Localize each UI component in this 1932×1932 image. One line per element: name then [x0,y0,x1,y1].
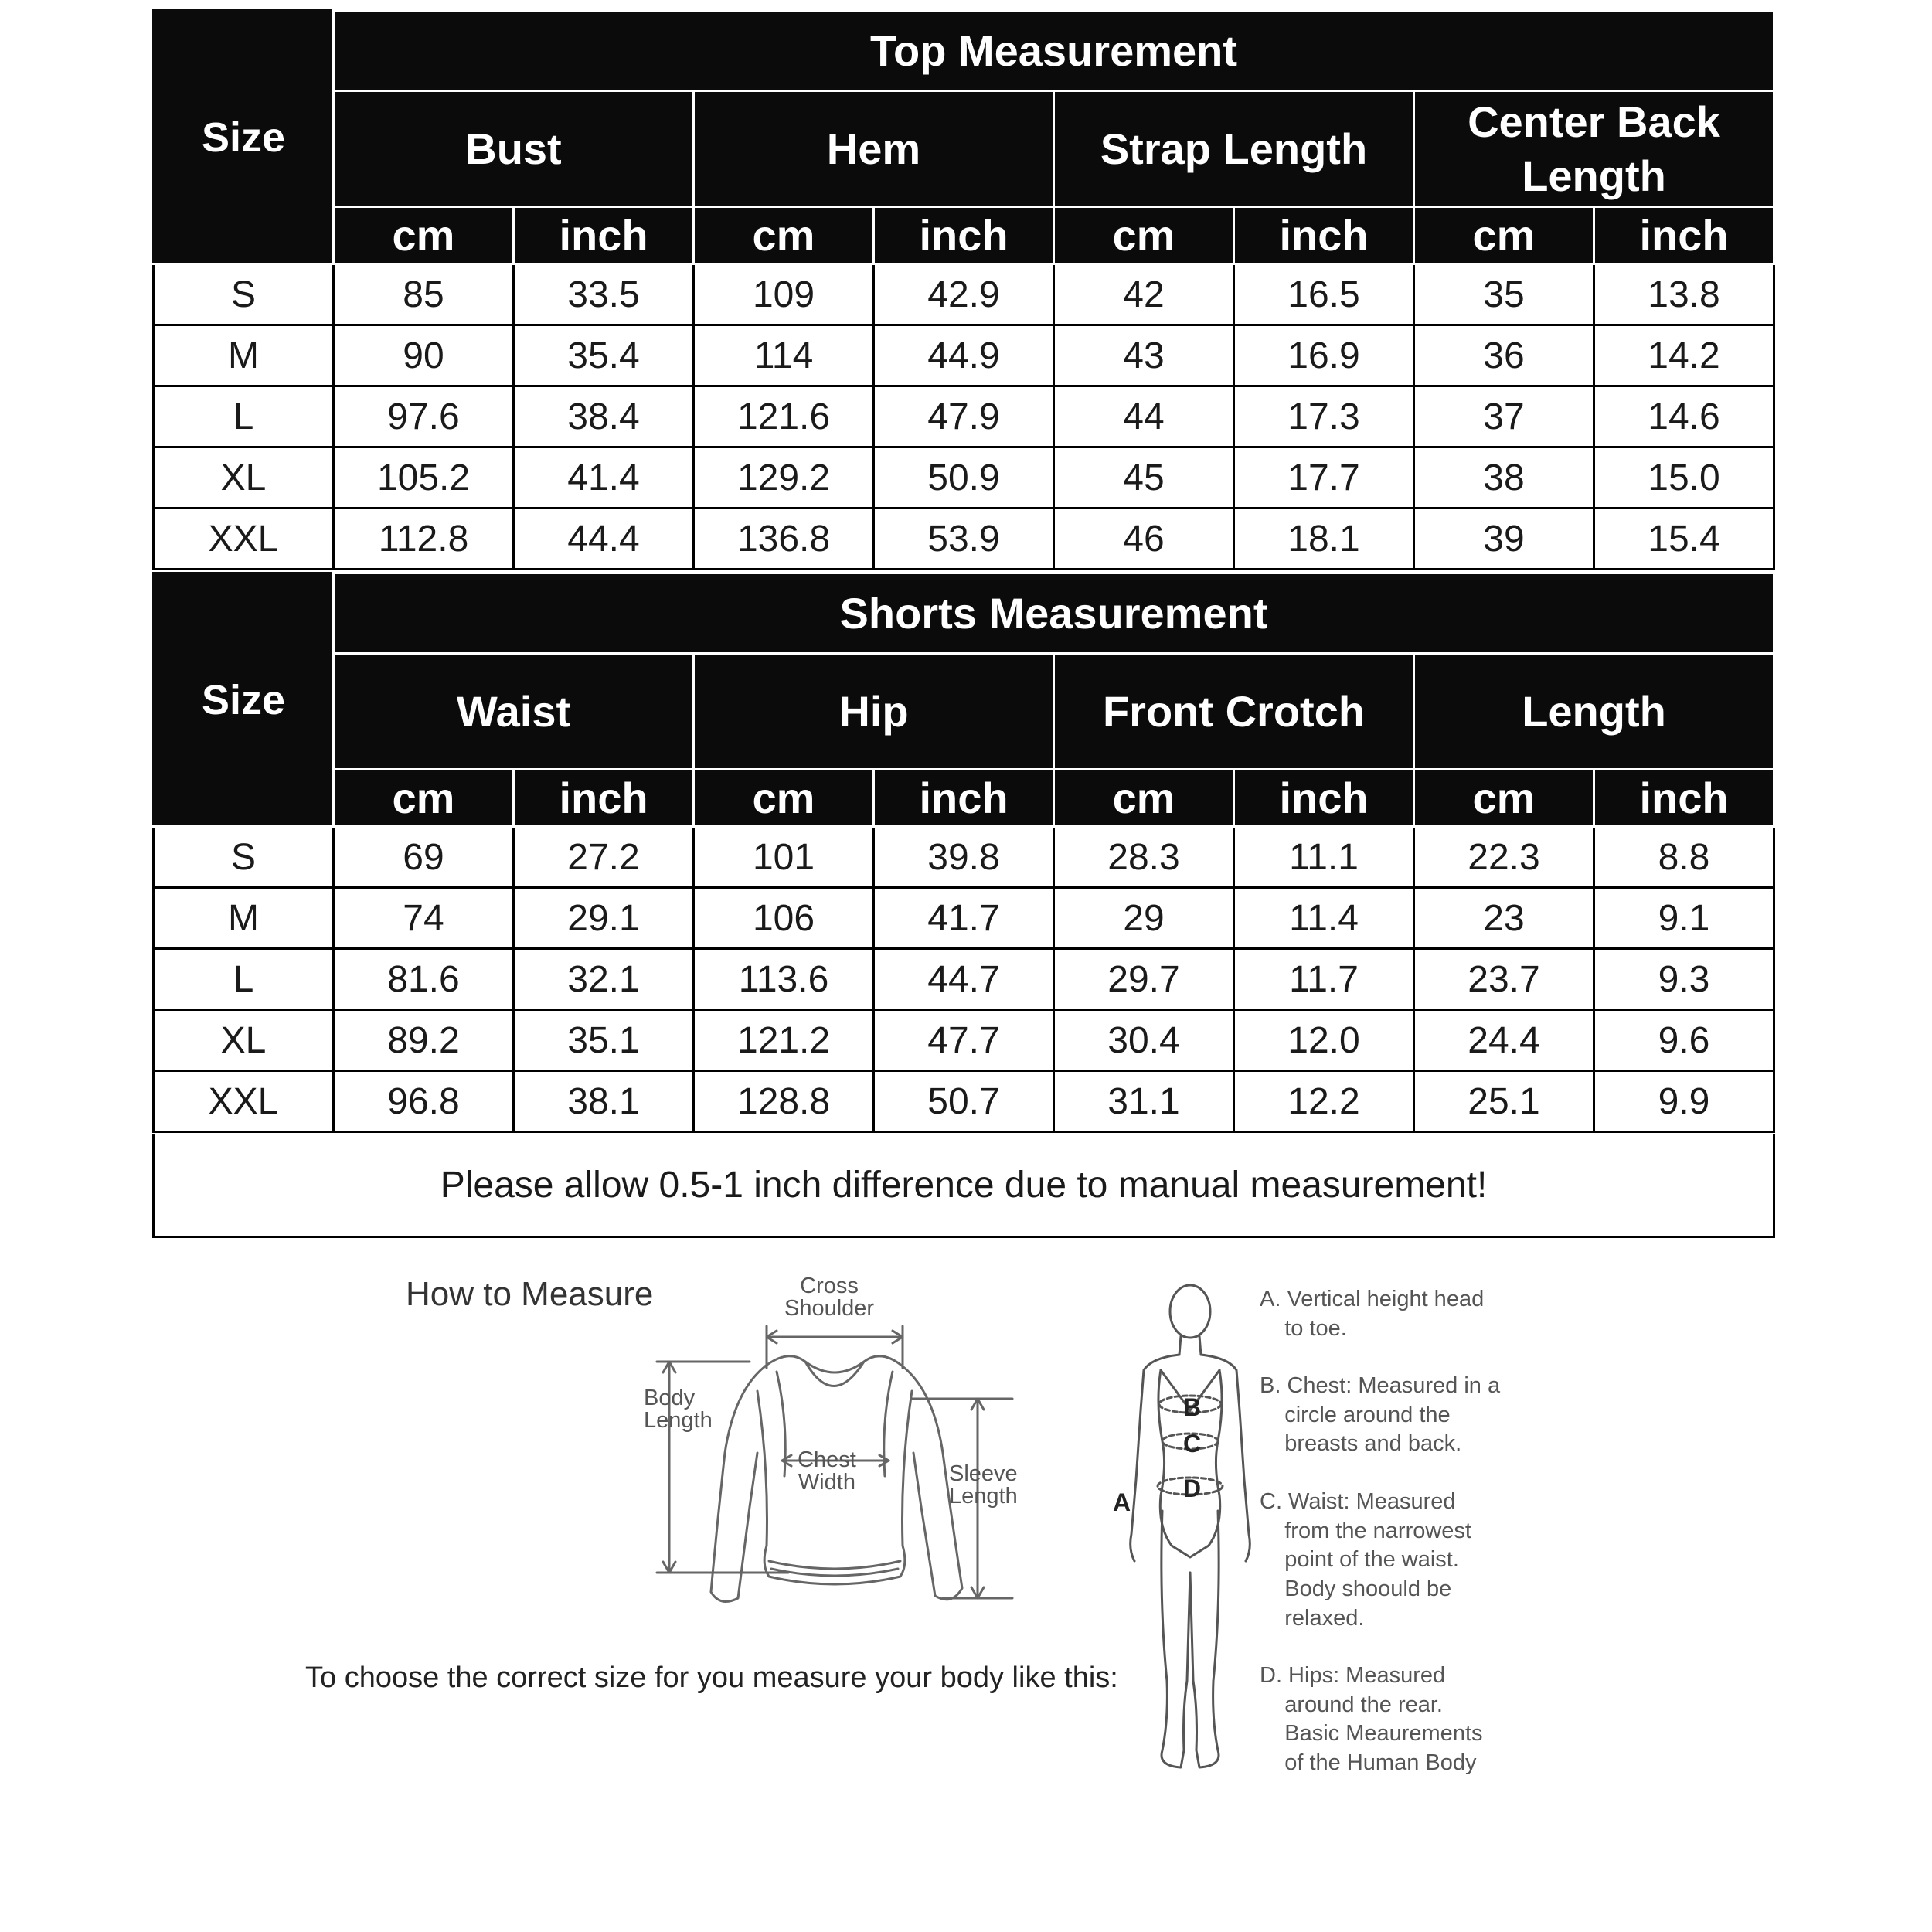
value-cell: 129.2 [694,447,874,509]
table-row [154,447,1774,509]
value-cell: 31.1 [1054,1071,1234,1132]
value-cell: 41.4 [514,447,694,509]
size-cell: S [154,827,334,888]
unit-header: inch [514,770,694,827]
value-cell: 44 [1054,386,1234,447]
value-cell: 69 [334,827,514,888]
unit-header: inch [1234,770,1414,827]
human-body-diagram [1113,1279,1283,1789]
value-cell: 27.2 [514,827,694,888]
value-cell: 74 [334,888,514,949]
value-cell: 45 [1054,447,1234,509]
value-cell: 47.9 [874,386,1054,447]
value-cell: 44.7 [874,949,1054,1010]
value-cell: 11.1 [1234,827,1414,888]
value-cell: 18.1 [1234,509,1414,570]
value-cell: 42 [1054,264,1234,325]
value-cell: 44.9 [874,325,1054,386]
value-cell: 30.4 [1054,1010,1234,1071]
value-cell: 9.3 [1594,949,1774,1010]
value-cell: 15.4 [1594,509,1774,570]
value-cell: 16.9 [1234,325,1414,386]
size-cell: XL [154,1010,334,1071]
sleeve-length-label: Sleeve Length [949,1461,1018,1509]
unit-header: cm [334,770,514,827]
size-cell: M [154,888,334,949]
measurement-note: Please allow 0.5-1 inch difference due to manual measurement! [152,1134,1775,1238]
marker-c: C [1183,1430,1202,1458]
unit-header: cm [1414,207,1594,264]
size-header: Size [154,573,334,827]
value-cell: 29 [1054,888,1234,949]
value-cell: 39.8 [874,827,1054,888]
value-cell: 90 [334,325,514,386]
size-cell: XL [154,447,334,509]
value-cell: 39 [1414,509,1594,570]
shorts-measurement-table [152,572,1775,1133]
unit-row [154,770,1774,827]
value-cell: 47.7 [874,1010,1054,1071]
table-row [154,1010,1774,1071]
marker-b: B [1183,1393,1202,1421]
value-cell: 42.9 [874,264,1054,325]
size-cell: XXL [154,509,334,570]
unit-row [154,207,1774,264]
group-header-strap-length: Strap Length [1054,91,1414,207]
unit-header: inch [874,770,1054,827]
value-cell: 25.1 [1414,1071,1594,1132]
chest-width-label: Chest Width [798,1447,856,1495]
value-cell: 113.6 [694,949,874,1010]
value-cell: 35.4 [514,325,694,386]
value-cell: 9.9 [1594,1071,1774,1132]
garment-measure-diagram [634,1275,1175,1662]
value-cell: 23 [1414,888,1594,949]
value-cell: 12.0 [1234,1010,1414,1071]
value-cell: 15.0 [1594,447,1774,509]
value-cell: 17.3 [1234,386,1414,447]
value-cell: 112.8 [334,509,514,570]
value-cell: 43 [1054,325,1234,386]
value-cell: 29.1 [514,888,694,949]
size-cell: S [154,264,334,325]
group-header-front-crotch: Front Crotch [1054,654,1414,770]
unit-header: cm [334,207,514,264]
value-cell: 101 [694,827,874,888]
table-title: Shorts Measurement [334,573,1774,654]
value-cell: 41.7 [874,888,1054,949]
group-header-length: Length [1414,654,1774,770]
value-cell: 96.8 [334,1071,514,1132]
legend-c: C. Waist: Measured from the narrowest point of the waist. Body shoould be relaxed. [1260,1489,1471,1631]
table-row [154,1071,1774,1132]
choose-size-instruction: To choose the correct size for you measure your body like this: [305,1662,1118,1694]
value-cell: 128.8 [694,1071,874,1132]
value-cell: 33.5 [514,264,694,325]
value-cell: 44.4 [514,509,694,570]
unit-header: inch [1594,770,1774,827]
value-cell: 46 [1054,509,1234,570]
value-cell: 97.6 [334,386,514,447]
value-cell: 38.1 [514,1071,694,1132]
value-cell: 24.4 [1414,1010,1594,1071]
marker-d: D [1183,1475,1202,1502]
value-cell: 89.2 [334,1010,514,1071]
legend-b: B. Chest: Measured in a circle around the breasts and back. [1260,1373,1501,1457]
size-header: Size [154,11,334,264]
unit-header: cm [1414,770,1594,827]
table-row [154,509,1774,570]
value-cell: 32.1 [514,949,694,1010]
group-header-bust: Bust [334,91,694,207]
value-cell: 50.9 [874,447,1054,509]
value-cell: 9.1 [1594,888,1774,949]
value-cell: 12.2 [1234,1071,1414,1132]
legend-a: A. Vertical height head to toe. [1260,1287,1485,1341]
top-measurement-table [152,9,1775,570]
value-cell: 121.2 [694,1010,874,1071]
table-row [154,386,1774,447]
value-cell: 35.1 [514,1010,694,1071]
size-cell: L [154,386,334,447]
value-cell: 11.7 [1234,949,1414,1010]
value-cell: 109 [694,264,874,325]
value-cell: 38 [1414,447,1594,509]
value-cell: 37 [1414,386,1594,447]
unit-header: cm [694,207,874,264]
group-header-waist: Waist [334,654,694,770]
value-cell: 8.8 [1594,827,1774,888]
value-cell: 22.3 [1414,827,1594,888]
value-cell: 29.7 [1054,949,1234,1010]
value-cell: 13.8 [1594,264,1774,325]
unit-header: cm [1054,770,1234,827]
value-cell: 50.7 [874,1071,1054,1132]
value-cell: 14.6 [1594,386,1774,447]
value-cell: 14.2 [1594,325,1774,386]
value-cell: 136.8 [694,509,874,570]
unit-header: inch [874,207,1054,264]
value-cell: 121.6 [694,386,874,447]
value-cell: 85 [334,264,514,325]
value-cell: 28.3 [1054,827,1234,888]
body-length-label: Body Length [644,1386,713,1433]
size-cell: XXL [154,1071,334,1132]
marker-a: A [1113,1488,1131,1516]
cross-shoulder-label: Cross Shoulder [784,1274,875,1321]
size-cell: L [154,949,334,1010]
table-row [154,325,1774,386]
table-row [154,264,1774,325]
group-header-center-back-length: Center Back Length [1414,91,1774,207]
group-header-hem: Hem [694,91,1054,207]
value-cell: 11.4 [1234,888,1414,949]
value-cell: 35 [1414,264,1594,325]
value-cell: 106 [694,888,874,949]
table-row [154,827,1774,888]
value-cell: 9.6 [1594,1010,1774,1071]
unit-header: inch [1594,207,1774,264]
group-header-hip: Hip [694,654,1054,770]
value-cell: 38.4 [514,386,694,447]
value-cell: 105.2 [334,447,514,509]
unit-header: inch [1234,207,1414,264]
value-cell: 16.5 [1234,264,1414,325]
value-cell: 114 [694,325,874,386]
legend-d: D. Hips: Measured around the rear. Basic Meaurements of the Human Body [1260,1663,1483,1776]
unit-header: cm [1054,207,1234,264]
size-cell: M [154,325,334,386]
unit-header: inch [514,207,694,264]
unit-header: cm [694,770,874,827]
value-cell: 81.6 [334,949,514,1010]
how-to-measure-title: How to Measure [406,1275,654,1313]
table-row [154,888,1774,949]
value-cell: 17.7 [1234,447,1414,509]
value-cell: 36 [1414,325,1594,386]
table-row [154,949,1774,1010]
value-cell: 23.7 [1414,949,1594,1010]
table-title: Top Measurement [334,11,1774,91]
value-cell: 53.9 [874,509,1054,570]
